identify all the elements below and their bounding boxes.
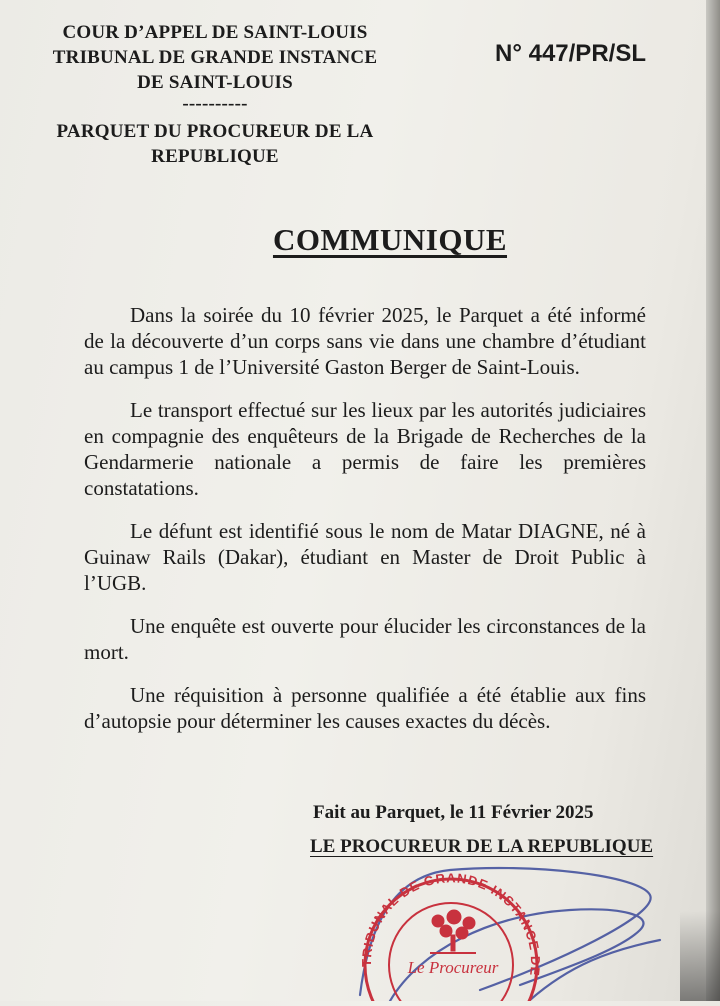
stamp-center-text: Le Procureur: [407, 958, 499, 977]
communique-body: [84, 302, 646, 751]
letterhead-line-city: DE SAINT-LOUIS: [137, 72, 293, 93]
document-title: COMMUNIQUE: [272, 222, 508, 257]
reference-number: N° 447/PR/SL: [495, 40, 646, 67]
letterhead-line-court: COUR D’APPEL DE SAINT-LOUIS: [62, 22, 368, 43]
paragraph-autopsy: Une réquisition à personne qualifiée a été établie aux fins d’autopsie pour déterminer les causes exactes du décès.: [84, 683, 646, 733]
corner-shadow: [680, 911, 720, 1001]
letterhead-separator: ----------: [182, 93, 248, 114]
office-line-2: REPUBLIQUE: [151, 146, 279, 167]
place-and-date: Fait au Parquet, le 11 Février 2025: [313, 802, 594, 823]
office-line-1: PARQUET DU PROCUREUR DE LA: [56, 121, 374, 142]
stamp-seal-icon: [330, 855, 670, 1001]
signatory-title: LE PROCUREUR DE LA REPUBLIQUE: [310, 836, 654, 857]
stamp-ring-text: TRIBUNAL DE GRANDE INSTANCE DE: [358, 870, 544, 978]
signoff-block: [310, 802, 654, 858]
stamp-emblem-icon: [430, 910, 476, 953]
paragraph-inquiry-opened: Une enquête est ouverte pour élucider les circonstances de la mort.: [84, 614, 646, 664]
letterhead: [30, 20, 400, 169]
paragraph-investigation-transport: Le transport effectué sur les lieux par les autorités judiciaires en compagnie des enquêteurs de la Brigade de Recherches de la Gendarmerie nationale a permis de faire les premières constatations.: [84, 398, 646, 500]
paragraph-discovery: Dans la soirée du 10 février 2025, le Parquet a été informé de la découverte d’un corps sans vie dans une chambre d’étudiant au campus 1 de l’Université Gaston Berger de Saint-Louis.: [84, 303, 646, 379]
official-stamp: [330, 855, 670, 1001]
page-edge: [706, 0, 720, 1001]
letterhead-line-tribunal: TRIBUNAL DE GRANDE INSTANCE: [52, 47, 378, 68]
paragraph-identification: Le défunt est identifié sous le nom de Matar DIAGNE, né à Guinaw Rails (Dakar), étudiant en Master de Droit Public à l’UGB.: [84, 519, 646, 595]
